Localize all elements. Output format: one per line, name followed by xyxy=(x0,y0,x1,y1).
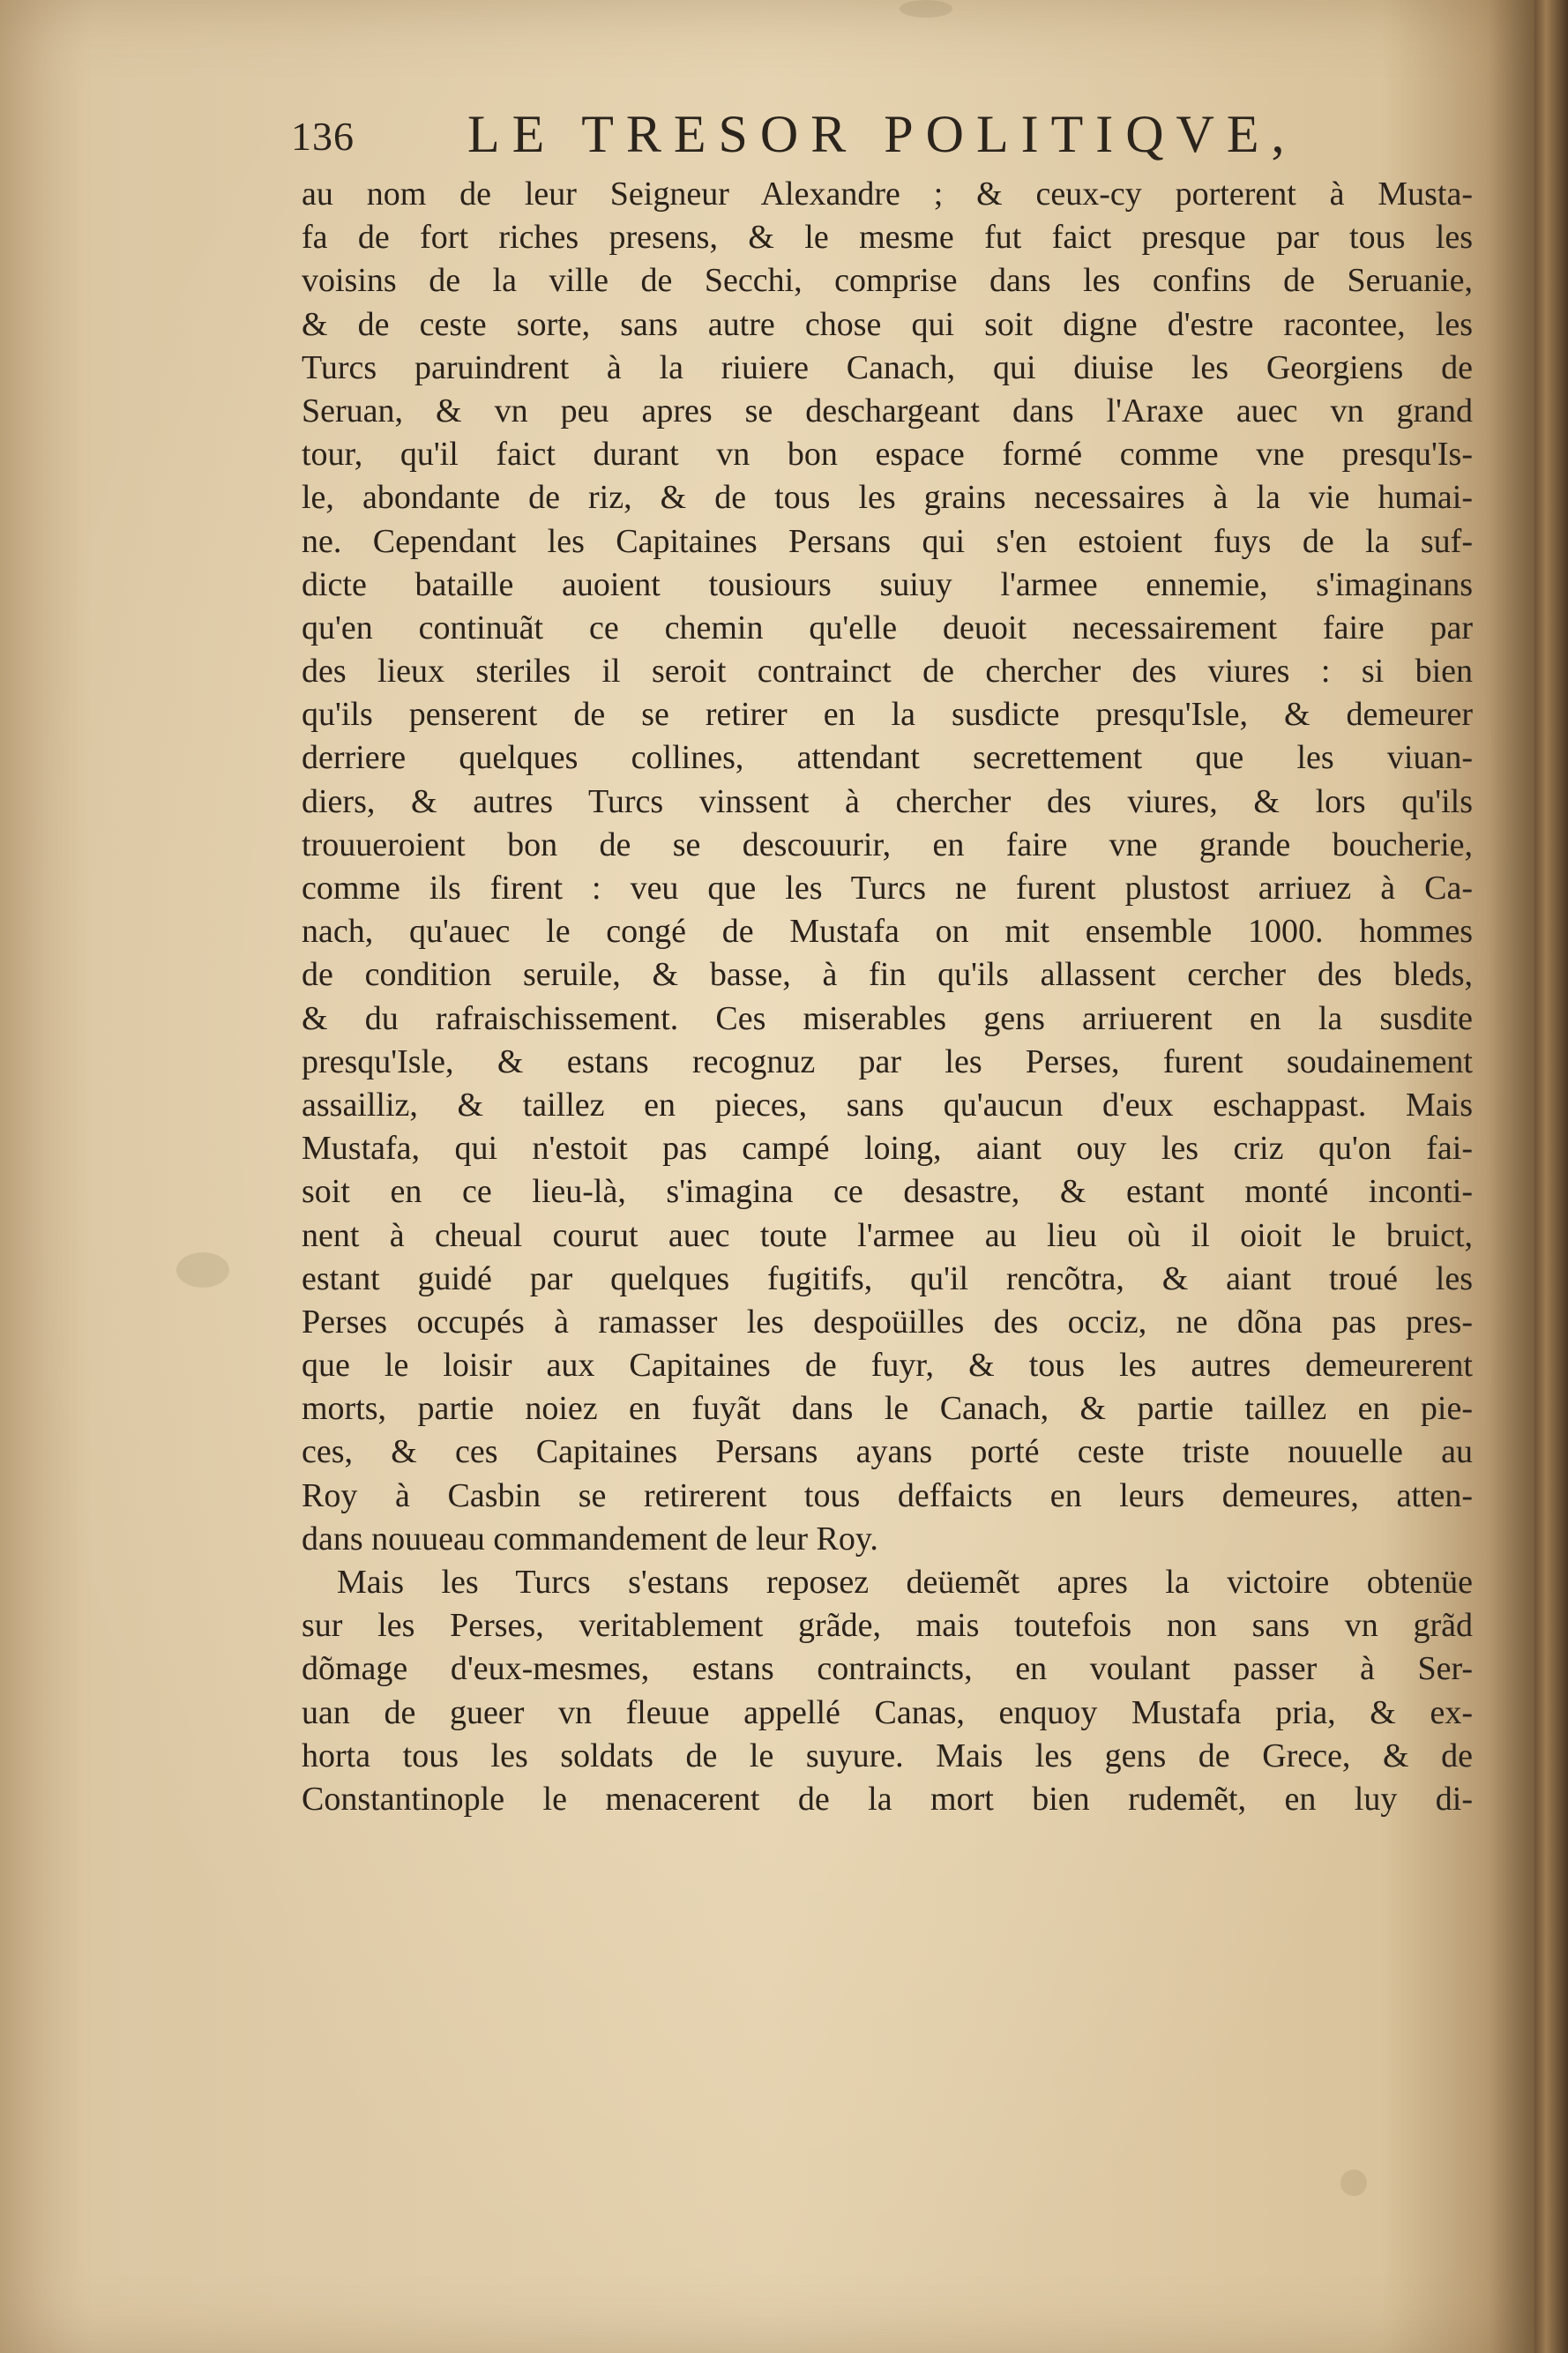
text-line: ces, & ces Capitaines Persans ayans porté ceste triste nouuelle au xyxy=(302,1433,1473,1471)
text-line: de condition seruile, & basse, à fin qu'ils allassent cercher des bleds, xyxy=(302,956,1473,994)
text-line: qu'ils penserent de se retirer en la susdicte presqu'Isle, & demeurer xyxy=(302,696,1473,734)
text-line: trouueroient bon de se descouurir, en faire vne grande boucherie, xyxy=(302,825,1473,863)
text-line: & du rafraischissement. Ces miserables gens arriuerent en la susdite xyxy=(302,999,1473,1037)
text-line: sur les Perses, veritablement grãde, mais toutefois non sans vn grãd xyxy=(302,1607,1473,1645)
text-line: comme ils firent : veu que les Turcs ne furent plustost arriuez à Ca- xyxy=(302,870,1473,907)
text-line: au nom de leur Seigneur Alexandre ; & ceux-cy porterent à Musta- xyxy=(302,176,1473,213)
text-line: voisins de la ville de Secchi, comprise dans les confins de Seruanie, xyxy=(302,262,1473,300)
text-line: uan de gueer vn fleuue appellé Canas, enquoy Mustafa pria, & ex- xyxy=(302,1693,1473,1731)
text-line: que le loisir aux Capitaines de fuyr, & tous les autres demeurerent xyxy=(302,1347,1473,1385)
running-title: LE TRESOR POLITIQVE, xyxy=(467,105,1297,163)
text-line: dans nouueau commandement de leur Roy. xyxy=(302,1520,878,1557)
text-line: Mustafa, qui n'estoit pas campé loing, aiant ouy les criz qu'on fai- xyxy=(302,1130,1473,1168)
text-line: morts, partie noiez en fuyãt dans le Canach, & partie taillez en pie- xyxy=(302,1390,1473,1428)
text-line: & de ceste sorte, sans autre chose qui soit digne d'estre racontee, les xyxy=(302,305,1473,343)
text-line: tour, qu'il faict durant vn bon espace formé comme vne presqu'Is- xyxy=(302,436,1473,474)
body-text xyxy=(302,173,1473,1821)
text-line: Seruan, & vn peu apres se deschargeant dans l'Araxe auec vn grand xyxy=(302,392,1473,430)
page-header xyxy=(291,104,1464,175)
text-line: Constantinople le menacerent de la mort bien rudemẽt, en luy di- xyxy=(302,1780,1473,1818)
text-line: soit en ce lieu-là, s'imagina ce desastre, & estant monté inconti- xyxy=(302,1173,1473,1211)
text-line: derriere quelques collines, attendant secrettement que les viuan- xyxy=(302,739,1473,777)
text-line: estant guidé par quelques fugitifs, qu'il rencõtra, & aiant troué les xyxy=(302,1259,1473,1297)
text-line: Roy à Casbin se retirerent tous deffaicts en leurs demeures, atten- xyxy=(302,1476,1473,1514)
text-line: des lieux steriles il seroit contrainct de chercher des viures : si bien xyxy=(302,653,1473,691)
page-stain xyxy=(176,1252,229,1288)
text-line: nach, qu'auec le congé de Mustafa on mit ensemble 1000. hommes xyxy=(302,913,1473,951)
text-line: Turcs paruindrent à la riuiere Canach, qui diuise les Georgiens de xyxy=(302,348,1473,386)
text-line: horta tous les soldats de le suyure. Mais les gens de Grece, & de xyxy=(302,1737,1473,1774)
text-line: ne. Cependant les Capitaines Persans qui s'en estoient fuys de la suf- xyxy=(302,522,1473,560)
page-number: 136 xyxy=(291,114,355,159)
text-line: dõmage d'eux-mesmes, estans contraincts, en voulant passer à Ser- xyxy=(302,1650,1473,1688)
page-stain xyxy=(1340,2170,1367,2196)
text-line: dicte bataille auoient tousiours suiuy l'armee ennemie, s'imaginans xyxy=(302,565,1473,603)
page-stain xyxy=(900,0,952,18)
text-line: diers, & autres Turcs vinssent à chercher des viures, & lors qu'ils xyxy=(302,782,1473,820)
text-line: qu'en continuãt ce chemin qu'elle deuoit necessairement faire par xyxy=(302,609,1473,646)
text-line: nent à cheual courut auec toute l'armee au lieu où il oioit le bruict, xyxy=(302,1216,1473,1254)
text-line: fa de fort riches presens, & le mesme fut faict presque par tous les xyxy=(302,219,1473,257)
text-line: Perses occupés à ramasser les despoüilles des occiz, ne dõna pas pres- xyxy=(302,1303,1473,1341)
text-line: le, abondante de riz, & de tous les grains necessaires à la vie humai- xyxy=(302,479,1473,517)
text-line: Mais les Turcs s'estans reposez deüemẽt apres la victoire obtenüe xyxy=(337,1564,1473,1601)
text-line: assailliz, & taillez en pieces, sans qu'aucun d'eux eschappast. Mais xyxy=(302,1086,1473,1124)
book-edge xyxy=(1534,0,1568,2353)
text-line: presqu'Isle, & estans recognuz par les Perses, furent soudainement xyxy=(302,1042,1473,1080)
